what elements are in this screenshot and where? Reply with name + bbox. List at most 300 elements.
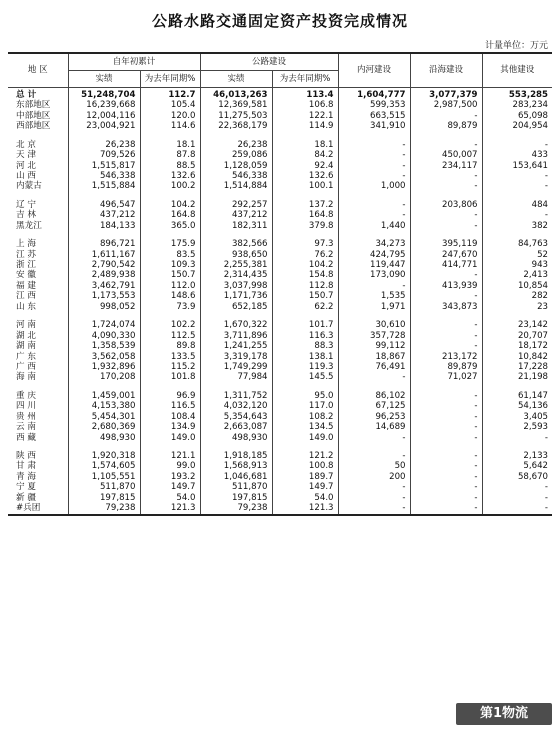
value-cell: 3,562,058 <box>68 352 140 362</box>
value-cell: - <box>410 210 482 220</box>
table-row <box>8 171 552 181</box>
value-cell: 450,007 <box>410 150 482 160</box>
table-row <box>8 140 552 150</box>
value-cell: 546,338 <box>68 171 140 181</box>
watermark-logo: 第1物流 <box>456 703 552 725</box>
value-cell: 546,338 <box>200 171 272 181</box>
table-row <box>8 352 552 362</box>
value-cell: - <box>410 291 482 301</box>
table-row <box>8 383 552 391</box>
value-cell: - <box>410 171 482 181</box>
table-row <box>8 231 552 239</box>
value-cell <box>68 132 140 140</box>
header-region: 地 区 <box>8 53 68 88</box>
value-cell: 100.8 <box>272 462 338 472</box>
value-cell: 5,454,301 <box>68 412 140 422</box>
value-cell: - <box>338 433 410 443</box>
table-row <box>8 192 552 200</box>
value-cell: 1,568,913 <box>200 462 272 472</box>
value-cell: 104.2 <box>140 200 200 210</box>
table-row <box>8 281 552 291</box>
value-cell: 197,815 <box>68 493 140 503</box>
value-cell: 108.2 <box>272 412 338 422</box>
region-cell: 上 海 <box>16 239 36 250</box>
value-cell <box>68 383 140 391</box>
value-cell: 484 <box>482 200 552 210</box>
value-cell: 23 <box>482 302 552 312</box>
table-row <box>8 422 552 432</box>
value-cell: - <box>338 150 410 160</box>
value-cell <box>338 132 410 140</box>
region-cell: 吉 林 <box>16 210 36 221</box>
table-row <box>8 462 552 472</box>
value-cell: 121.1 <box>140 451 200 461</box>
value-cell: 379.8 <box>272 221 338 231</box>
value-cell: 498,930 <box>200 433 272 443</box>
value-cell: 92.4 <box>272 161 338 171</box>
region-cell: 福 建 <box>16 280 36 291</box>
value-cell: 34,273 <box>338 239 410 249</box>
value-cell: 18.1 <box>272 140 338 150</box>
value-cell: 3,319,178 <box>200 352 272 362</box>
value-cell: 132.6 <box>272 171 338 181</box>
value-cell: 189.7 <box>272 472 338 482</box>
value-cell: 65,098 <box>482 111 552 121</box>
value-cell: 182,311 <box>200 221 272 231</box>
value-cell: 2,680,369 <box>68 422 140 432</box>
value-cell: - <box>338 493 410 503</box>
region-cell: 新 疆 <box>16 492 36 503</box>
value-cell: 145.5 <box>272 373 338 383</box>
value-cell: 109.3 <box>140 260 200 270</box>
region-cell: 浙 江 <box>16 260 36 271</box>
table-row <box>8 210 552 220</box>
value-cell <box>68 312 140 320</box>
value-cell: - <box>338 281 410 291</box>
value-cell: 3,405 <box>482 412 552 422</box>
header-ytd-yoy: 为去年同期% <box>140 71 200 88</box>
value-cell: - <box>410 111 482 121</box>
region-cell: 北 京 <box>16 139 36 150</box>
value-cell: - <box>410 482 482 492</box>
value-cell: 14,689 <box>338 422 410 432</box>
value-cell <box>410 443 482 451</box>
value-cell: - <box>410 271 482 281</box>
value-cell: 1,611,167 <box>68 250 140 260</box>
value-cell: 119,447 <box>338 260 410 270</box>
value-cell <box>338 383 410 391</box>
value-cell: 121.3 <box>272 503 338 514</box>
value-cell: 1,515,884 <box>68 182 140 192</box>
table-row <box>8 132 552 140</box>
table-row <box>8 320 552 330</box>
table-row <box>8 150 552 160</box>
value-cell: - <box>410 412 482 422</box>
value-cell <box>272 231 338 239</box>
value-cell: 112.0 <box>140 281 200 291</box>
value-cell: 382,566 <box>200 239 272 249</box>
value-cell: 365.0 <box>140 221 200 231</box>
value-cell: 133.5 <box>140 352 200 362</box>
value-cell: 5,642 <box>482 462 552 472</box>
value-cell: 100.1 <box>272 182 338 192</box>
table-body <box>8 88 552 515</box>
value-cell: 998,052 <box>68 302 140 312</box>
value-cell: 22,368,179 <box>200 121 272 131</box>
value-cell: 2,133 <box>482 451 552 461</box>
value-cell: 1,920,318 <box>68 451 140 461</box>
value-cell: 1,918,185 <box>200 451 272 461</box>
value-cell <box>482 312 552 320</box>
value-cell: 896,721 <box>68 239 140 249</box>
value-cell: 3,711,896 <box>200 331 272 341</box>
value-cell: 138.1 <box>272 352 338 362</box>
table-row <box>8 503 552 514</box>
value-cell: 1,311,752 <box>200 391 272 401</box>
value-cell: 96,253 <box>338 412 410 422</box>
value-cell <box>410 132 482 140</box>
value-cell: - <box>410 422 482 432</box>
value-cell: - <box>482 503 552 514</box>
value-cell: 58,670 <box>482 472 552 482</box>
value-cell: 76,491 <box>338 362 410 372</box>
value-cell: 11,275,503 <box>200 111 272 121</box>
value-cell: 20,707 <box>482 331 552 341</box>
value-cell <box>410 231 482 239</box>
value-cell: 938,650 <box>200 250 272 260</box>
table-row <box>8 200 552 210</box>
value-cell: 116.3 <box>272 331 338 341</box>
value-cell <box>272 132 338 140</box>
table-row <box>8 362 552 372</box>
value-cell: 113.4 <box>272 88 338 101</box>
value-cell: 437,212 <box>200 210 272 220</box>
region-cell: 贵 州 <box>16 411 36 422</box>
value-cell: 79,238 <box>68 503 140 514</box>
value-cell: 709,526 <box>68 150 140 160</box>
table-row <box>8 401 552 411</box>
table-row <box>8 302 552 312</box>
table-row <box>8 373 552 383</box>
value-cell: 1,173,553 <box>68 291 140 301</box>
value-cell: - <box>410 341 482 351</box>
value-cell: 61,147 <box>482 391 552 401</box>
value-cell <box>140 312 200 320</box>
region-cell: 西 藏 <box>16 432 36 443</box>
table-row <box>8 472 552 482</box>
value-cell: 116.5 <box>140 401 200 411</box>
value-cell: 77,984 <box>200 373 272 383</box>
value-cell: - <box>410 462 482 472</box>
region-cell: 云 南 <box>16 422 36 433</box>
value-cell: 395,119 <box>410 239 482 249</box>
value-cell <box>482 443 552 451</box>
table-row <box>8 482 552 492</box>
value-cell <box>338 312 410 320</box>
value-cell: - <box>482 140 552 150</box>
unit-label: 计量单位：万元 <box>484 41 548 51</box>
value-cell: - <box>410 433 482 443</box>
header-highway-actual: 实绩 <box>200 71 272 88</box>
value-cell <box>200 383 272 391</box>
value-cell: 652,185 <box>200 302 272 312</box>
value-cell: 108.4 <box>140 412 200 422</box>
value-cell: 149.7 <box>140 482 200 492</box>
value-cell: 164.8 <box>140 210 200 220</box>
region-cell <box>8 443 68 451</box>
table-row <box>8 412 552 422</box>
value-cell: - <box>410 472 482 482</box>
value-cell: 101.8 <box>140 373 200 383</box>
value-cell: 89,879 <box>410 362 482 372</box>
value-cell: 79,238 <box>200 503 272 514</box>
value-cell: - <box>338 503 410 514</box>
header-inland: 内河建设 <box>338 53 410 88</box>
value-cell: 292,257 <box>200 200 272 210</box>
value-cell: - <box>338 161 410 171</box>
value-cell: 52 <box>482 250 552 260</box>
value-cell: 114.6 <box>140 121 200 131</box>
value-cell <box>272 192 338 200</box>
value-cell: 200 <box>338 472 410 482</box>
value-cell: 84.2 <box>272 150 338 160</box>
value-cell: 2,255,381 <box>200 260 272 270</box>
value-cell: 99,112 <box>338 341 410 351</box>
value-cell: 100.2 <box>140 182 200 192</box>
value-cell: 54.0 <box>272 493 338 503</box>
value-cell: 203,806 <box>410 200 482 210</box>
region-cell: 甘 肃 <box>16 461 36 472</box>
value-cell: 18,172 <box>482 341 552 351</box>
value-cell <box>140 383 200 391</box>
table-row <box>8 291 552 301</box>
value-cell: - <box>338 373 410 383</box>
value-cell: 97.3 <box>272 239 338 249</box>
value-cell: - <box>338 482 410 492</box>
value-cell: - <box>410 503 482 514</box>
region-cell: 海 南 <box>16 372 36 383</box>
value-cell: 89.8 <box>140 341 200 351</box>
value-cell: 1,971 <box>338 302 410 312</box>
value-cell: 1,358,539 <box>68 341 140 351</box>
table-row <box>8 250 552 260</box>
value-cell: 21,198 <box>482 373 552 383</box>
value-cell: 150.7 <box>272 291 338 301</box>
value-cell: 1,105,551 <box>68 472 140 482</box>
value-cell: 12,004,116 <box>68 111 140 121</box>
value-cell <box>482 192 552 200</box>
value-cell: - <box>338 210 410 220</box>
value-cell: 149.0 <box>140 433 200 443</box>
value-cell: 234,117 <box>410 161 482 171</box>
value-cell <box>410 383 482 391</box>
region-cell: 青 海 <box>16 471 36 482</box>
value-cell: 1,932,896 <box>68 362 140 372</box>
value-cell: - <box>410 140 482 150</box>
value-cell: 496,547 <box>68 200 140 210</box>
value-cell: 30,610 <box>338 320 410 330</box>
value-cell <box>482 383 552 391</box>
value-cell: 173,090 <box>338 271 410 281</box>
value-cell: 105.4 <box>140 100 200 110</box>
value-cell <box>68 443 140 451</box>
value-cell <box>140 443 200 451</box>
value-cell: 2,790,542 <box>68 260 140 270</box>
value-cell: 2,413 <box>482 271 552 281</box>
value-cell: 213,172 <box>410 352 482 362</box>
value-cell: 175.9 <box>140 239 200 249</box>
region-cell: 江 苏 <box>16 249 36 260</box>
value-cell: 17,228 <box>482 362 552 372</box>
table-row <box>8 443 552 451</box>
value-cell: 170,208 <box>68 373 140 383</box>
value-cell: 4,032,120 <box>200 401 272 411</box>
value-cell: 197,815 <box>200 493 272 503</box>
region-cell: 西部地区 <box>16 121 51 132</box>
table-row <box>8 100 552 110</box>
value-cell: - <box>338 200 410 210</box>
value-cell <box>272 383 338 391</box>
value-cell: 95.0 <box>272 391 338 401</box>
region-cell: 内蒙古 <box>16 181 42 192</box>
value-cell: - <box>410 320 482 330</box>
region-cell: 陕 西 <box>16 451 36 462</box>
value-cell: 2,593 <box>482 422 552 432</box>
header-highway: 公路建设 <box>200 53 338 71</box>
value-cell: 54.0 <box>140 493 200 503</box>
value-cell: 104.2 <box>272 260 338 270</box>
value-cell: 117.0 <box>272 401 338 411</box>
value-cell: 282 <box>482 291 552 301</box>
value-cell: 26,238 <box>68 140 140 150</box>
value-cell <box>410 312 482 320</box>
value-cell: 511,870 <box>68 482 140 492</box>
value-cell: 153,641 <box>482 161 552 171</box>
value-cell: 10,842 <box>482 352 552 362</box>
value-cell: 2,314,435 <box>200 271 272 281</box>
value-cell: 54,136 <box>482 401 552 411</box>
value-cell: 18,867 <box>338 352 410 362</box>
value-cell: 23,142 <box>482 320 552 330</box>
region-cell: 山 西 <box>16 170 36 181</box>
value-cell <box>482 231 552 239</box>
value-cell <box>200 132 272 140</box>
table-row <box>8 271 552 281</box>
value-cell: 1,046,681 <box>200 472 272 482</box>
value-cell: 433 <box>482 150 552 160</box>
page-title: 公路水路交通固定资产投资完成情况 <box>151 12 408 30</box>
value-cell: 102.2 <box>140 320 200 330</box>
value-cell: 51,248,704 <box>68 88 140 101</box>
region-cell <box>8 383 68 391</box>
value-cell: 149.0 <box>272 433 338 443</box>
region-cell <box>8 192 68 200</box>
value-cell <box>140 132 200 140</box>
value-cell: 3,462,791 <box>68 281 140 291</box>
value-cell: 120.0 <box>140 111 200 121</box>
value-cell: 134.5 <box>272 422 338 432</box>
value-cell: 498,930 <box>68 433 140 443</box>
value-cell: - <box>410 401 482 411</box>
table-row <box>8 221 552 231</box>
region-cell: 湖 北 <box>16 330 36 341</box>
table-row <box>8 493 552 503</box>
value-cell: 112.5 <box>140 331 200 341</box>
value-cell: 247,670 <box>410 250 482 260</box>
region-cell: 重 庆 <box>16 390 36 401</box>
value-cell: 413,939 <box>410 281 482 291</box>
value-cell: - <box>482 210 552 220</box>
value-cell: 4,090,330 <box>68 331 140 341</box>
region-cell: 河 北 <box>16 160 36 171</box>
region-cell: 辽 宁 <box>16 199 36 210</box>
value-cell: 1,241,255 <box>200 341 272 351</box>
table-row <box>8 182 552 192</box>
value-cell: 943 <box>482 260 552 270</box>
value-cell: - <box>482 433 552 443</box>
value-cell: 663,515 <box>338 111 410 121</box>
value-cell: 87.8 <box>140 150 200 160</box>
region-cell: 四 川 <box>16 401 36 412</box>
region-cell: 湖 南 <box>16 341 36 352</box>
value-cell: 88.3 <box>272 341 338 351</box>
value-cell: 357,728 <box>338 331 410 341</box>
value-cell: - <box>482 482 552 492</box>
value-cell: 23,004,921 <box>68 121 140 131</box>
value-cell <box>410 192 482 200</box>
header-highway-yoy: 为去年同期% <box>272 71 338 88</box>
value-cell: 46,013,263 <box>200 88 272 101</box>
value-cell: 193.2 <box>140 472 200 482</box>
table-row <box>8 391 552 401</box>
value-cell: 2,663,087 <box>200 422 272 432</box>
region-cell: 中部地区 <box>16 110 51 121</box>
value-cell: 382 <box>482 221 552 231</box>
value-cell: 114.9 <box>272 121 338 131</box>
value-cell: - <box>482 493 552 503</box>
value-cell <box>338 231 410 239</box>
table-row <box>8 341 552 351</box>
value-cell: 16,239,668 <box>68 100 140 110</box>
value-cell: 414,771 <box>410 260 482 270</box>
value-cell: - <box>410 493 482 503</box>
value-cell <box>200 312 272 320</box>
value-cell: 115.2 <box>140 362 200 372</box>
investment-table <box>8 52 552 516</box>
value-cell: 76.2 <box>272 250 338 260</box>
value-cell: 1,514,884 <box>200 182 272 192</box>
table-row <box>8 121 552 131</box>
value-cell: 2,987,500 <box>410 100 482 110</box>
value-cell <box>200 231 272 239</box>
header-ytd: 自年初累计 <box>68 53 200 71</box>
region-cell: 天 津 <box>16 150 36 161</box>
value-cell: 1,000 <box>338 182 410 192</box>
value-cell: 283,234 <box>482 100 552 110</box>
value-cell: - <box>338 451 410 461</box>
value-cell: 1,171,736 <box>200 291 272 301</box>
header-other: 其他建设 <box>482 53 552 88</box>
value-cell: 1,515,817 <box>68 161 140 171</box>
value-cell: 119.3 <box>272 362 338 372</box>
value-cell: 3,077,379 <box>410 88 482 101</box>
value-cell: 86,102 <box>338 391 410 401</box>
value-cell <box>338 443 410 451</box>
value-cell: 26,238 <box>200 140 272 150</box>
value-cell: 89,879 <box>410 121 482 131</box>
value-cell <box>272 443 338 451</box>
region-cell: 江 西 <box>16 291 36 302</box>
